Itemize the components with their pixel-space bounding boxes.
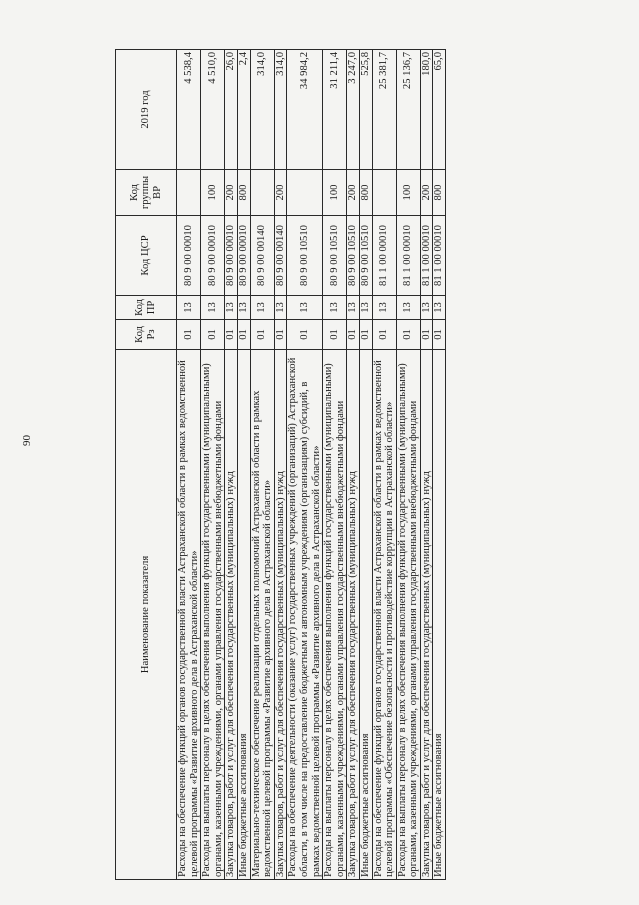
cell-value: 314,0 — [274, 50, 287, 170]
cell-name: Закупка товаров, работ и услуг для обеспечения государственных (муниципальных) нужд — [420, 350, 433, 880]
table-row — [177, 50, 201, 880]
cell-rz: 01 — [250, 320, 274, 350]
header-year: 2019 год — [116, 50, 177, 170]
cell-name: Расходы на выплаты персоналу в целях обеспечения выполнения функций государственными (муниципальными) органами, казенными учреждениями, органами управления государственными внебюджетными фондами — [323, 350, 347, 880]
table-header-row — [116, 50, 177, 880]
cell-pr: 13 — [347, 296, 360, 320]
cell-rz: 01 — [359, 320, 372, 350]
cell-csr: 81 1 00 00010 — [396, 216, 420, 296]
cell-name: Расходы на обеспечение деятельности (оказание услуг) государственных учреждений (организаций) Астраханской области, в том числе на предоставление бюджетным и автономным учреждениям (организациям) субсидий, в рамках ведомственной целевой программы «Развитие архивного дела в Астраханской области» — [287, 350, 323, 880]
cell-value: 3 247,0 — [347, 50, 360, 170]
cell-rz: 01 — [372, 320, 396, 350]
table-row — [287, 50, 323, 880]
cell-rz: 01 — [396, 320, 420, 350]
cell-value: 31 211,4 — [323, 50, 347, 170]
cell-name: Расходы на обеспечение функций органов государственной власти Астраханской области в рамках ведомственной целевой программы «Развитие архивного дела в Астраханской области» — [177, 350, 201, 880]
rotated-table-container — [115, 50, 575, 880]
cell-csr: 80 9 00 00140 — [250, 216, 274, 296]
header-rz: Код Рз — [116, 320, 177, 350]
cell-vr: 200 — [274, 170, 287, 216]
cell-vr — [250, 170, 274, 216]
table-row — [323, 50, 347, 880]
cell-name: Расходы на обеспечение функций органов государственной власти Астраханской области в рамках ведомственной целевой программы «Обеспечение безопасности и противодействие коррупции в Астраханской области» — [372, 350, 396, 880]
page-number: 90 — [21, 435, 33, 446]
cell-value: 65,0 — [433, 50, 446, 170]
cell-pr: 13 — [250, 296, 274, 320]
cell-csr: 81 1 00 00010 — [420, 216, 433, 296]
cell-vr: 200 — [420, 170, 433, 216]
cell-csr: 81 1 00 00010 — [372, 216, 396, 296]
table-row — [201, 50, 225, 880]
cell-csr: 81 1 00 00010 — [433, 216, 446, 296]
cell-value: 34 984,2 — [287, 50, 323, 170]
cell-pr: 13 — [396, 296, 420, 320]
cell-rz: 01 — [177, 320, 201, 350]
cell-pr: 13 — [420, 296, 433, 320]
cell-name: Иные бюджетные ассигнования — [433, 350, 446, 880]
cell-name: Расходы на выплаты персоналу в целях обеспечения выполнения функций государственными (муниципальными) органами, казенными учреждениями, органами управления государственными внебюджетными фондами — [201, 350, 225, 880]
table-row — [274, 50, 287, 880]
table-row — [250, 50, 274, 880]
cell-pr: 13 — [237, 296, 250, 320]
cell-rz: 01 — [237, 320, 250, 350]
cell-pr: 13 — [177, 296, 201, 320]
cell-rz: 01 — [274, 320, 287, 350]
cell-vr: 800 — [433, 170, 446, 216]
table-row — [372, 50, 396, 880]
cell-name: Материально-техническое обеспечение реализации отдельных полномочий Астраханской области в рамках ведомственной целевой программы «Развитие архивного дела в Астраханской области» — [250, 350, 274, 880]
cell-vr: 800 — [237, 170, 250, 216]
table-row — [433, 50, 446, 880]
header-vr: Код группы ВР — [116, 170, 177, 216]
cell-csr: 80 9 00 00010 — [201, 216, 225, 296]
cell-value: 2,4 — [237, 50, 250, 170]
cell-value: 26,0 — [225, 50, 238, 170]
cell-rz: 01 — [433, 320, 446, 350]
cell-pr: 13 — [372, 296, 396, 320]
cell-vr — [287, 170, 323, 216]
cell-name: Закупка товаров, работ и услуг для обеспечения государственных (муниципальных) нужд — [225, 350, 238, 880]
cell-value: 180,0 — [420, 50, 433, 170]
cell-csr: 80 9 00 10510 — [287, 216, 323, 296]
cell-csr: 80 9 00 00010 — [177, 216, 201, 296]
table-row — [396, 50, 420, 880]
cell-rz: 01 — [201, 320, 225, 350]
cell-name: Расходы на выплаты персоналу в целях обеспечения выполнения функций государственными (муниципальными) органами, казенными учреждениями, органами управления государственными внебюджетными фондами — [396, 350, 420, 880]
cell-csr: 80 9 00 10510 — [359, 216, 372, 296]
cell-rz: 01 — [225, 320, 238, 350]
cell-pr: 13 — [274, 296, 287, 320]
cell-value: 25 136,7 — [396, 50, 420, 170]
cell-pr: 13 — [201, 296, 225, 320]
cell-name: Иные бюджетные ассигнования — [237, 350, 250, 880]
cell-rz: 01 — [323, 320, 347, 350]
cell-csr: 80 9 00 00010 — [225, 216, 238, 296]
table-body — [177, 50, 446, 880]
cell-value: 25 381,7 — [372, 50, 396, 170]
cell-csr: 80 9 00 10510 — [323, 216, 347, 296]
cell-value: 4 538,4 — [177, 50, 201, 170]
header-csr: Код ЦСР — [116, 216, 177, 296]
header-pr: Код ПР — [116, 296, 177, 320]
cell-pr: 13 — [359, 296, 372, 320]
cell-vr — [372, 170, 396, 216]
cell-rz: 01 — [420, 320, 433, 350]
table-row — [225, 50, 238, 880]
cell-pr: 13 — [225, 296, 238, 320]
budget-table — [115, 49, 446, 880]
cell-vr: 100 — [396, 170, 420, 216]
cell-vr: 200 — [225, 170, 238, 216]
cell-name: Закупка товаров, работ и услуг для обеспечения государственных (муниципальных) нужд — [347, 350, 360, 880]
table-row — [359, 50, 372, 880]
cell-pr: 13 — [433, 296, 446, 320]
cell-value: 525,8 — [359, 50, 372, 170]
cell-vr — [177, 170, 201, 216]
table-row — [347, 50, 360, 880]
cell-vr: 100 — [323, 170, 347, 216]
cell-csr: 80 9 00 00010 — [237, 216, 250, 296]
header-name: Наименование показателя — [116, 350, 177, 880]
cell-vr: 800 — [359, 170, 372, 216]
cell-vr: 100 — [201, 170, 225, 216]
cell-value: 314,0 — [250, 50, 274, 170]
cell-name: Закупка товаров, работ и услуг для обеспечения государственных (муниципальных) нужд — [274, 350, 287, 880]
cell-pr: 13 — [287, 296, 323, 320]
cell-pr: 13 — [323, 296, 347, 320]
table-row — [420, 50, 433, 880]
cell-name: Иные бюджетные ассигнования — [359, 350, 372, 880]
cell-rz: 01 — [347, 320, 360, 350]
cell-value: 4 510,0 — [201, 50, 225, 170]
cell-vr: 200 — [347, 170, 360, 216]
cell-csr: 80 9 00 10510 — [347, 216, 360, 296]
cell-csr: 80 9 00 00140 — [274, 216, 287, 296]
table-row — [237, 50, 250, 880]
cell-rz: 01 — [287, 320, 323, 350]
